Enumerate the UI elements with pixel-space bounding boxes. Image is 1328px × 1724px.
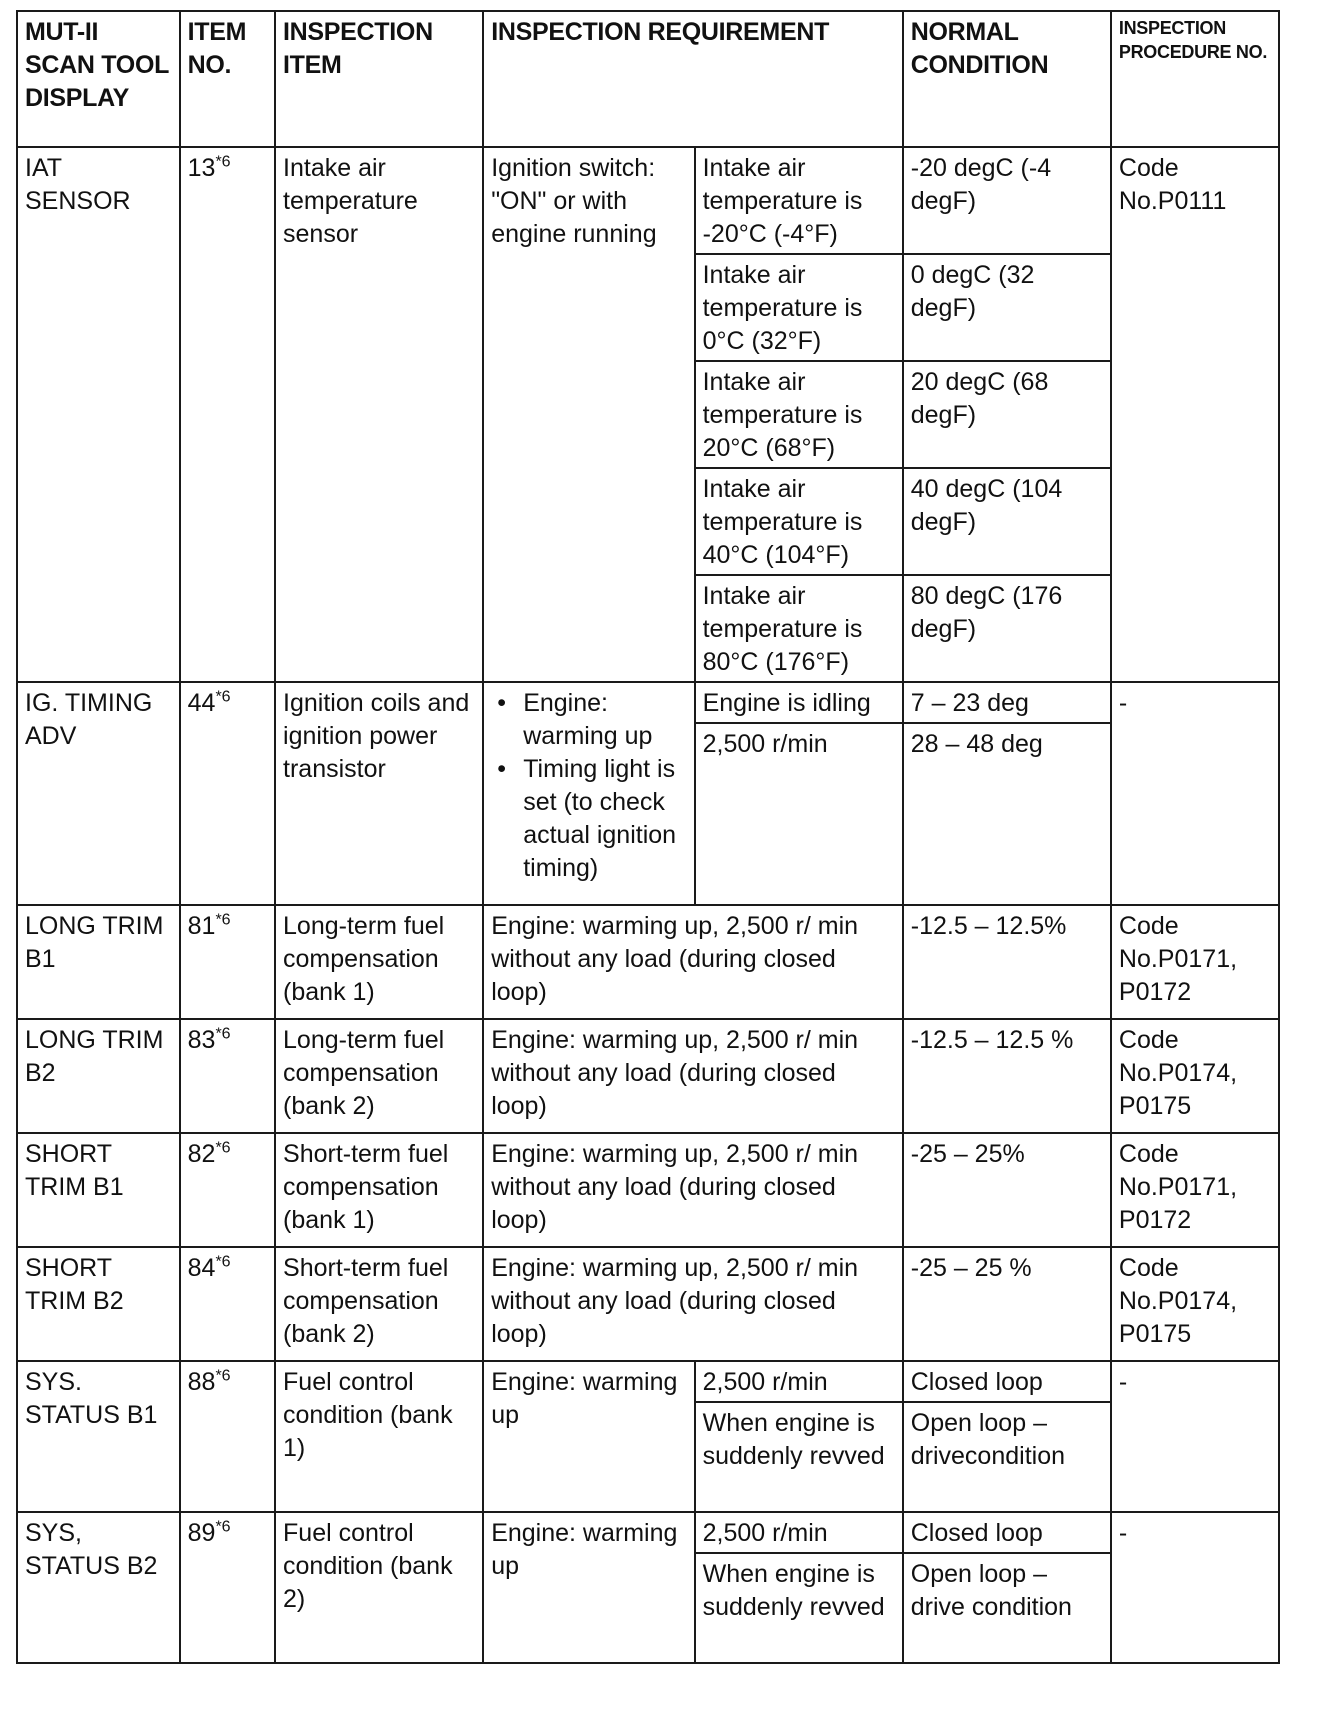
normal-condition-cell: 40 degC (104 degF) <box>903 468 1111 575</box>
footnote-marker: *6 <box>215 1518 231 1536</box>
header-display: MUT-II SCAN TOOL DISPLAY <box>17 11 180 147</box>
inspection-item-cell: Fuel control condition (bank 1) <box>275 1361 483 1512</box>
requirement-cell: Engine: warming up <box>483 1361 694 1512</box>
item-no: 89 <box>187 1519 216 1547</box>
normal-condition-cell: Closed loop <box>903 1361 1111 1402</box>
table-row <box>17 1512 1279 1553</box>
footnote-marker: *6 <box>215 688 231 706</box>
procedure-cell: - <box>1111 1361 1279 1512</box>
condition-requirement-cell: Intake air temperature is -20°C (-4°F) <box>695 147 903 254</box>
requirement-cell: Engine: warming up, 2,500 r/ min without any load (during closed loop) <box>483 1019 903 1133</box>
header-inspection-requirement: INSPECTION REQUIREMENT <box>483 11 903 147</box>
condition-requirement-cell: When engine is suddenly revved <box>695 1553 903 1663</box>
item-no-cell <box>180 682 275 905</box>
item-no-cell <box>180 905 275 1019</box>
normal-condition-cell: 0 degC (32 degF) <box>903 254 1111 361</box>
list-item: • Timing light is set (to check actual ignition timing) <box>523 753 686 885</box>
table-row <box>17 1133 1279 1247</box>
condition-requirement-cell: Intake air temperature is 0°C (32°F) <box>695 254 903 361</box>
item-no-cell <box>180 1361 275 1512</box>
footnote-marker: *6 <box>215 153 231 171</box>
item-no: 44 <box>187 689 216 717</box>
display-cell: SYS, STATUS B2 <box>17 1512 180 1663</box>
condition-requirement-cell: Intake air temperature is 40°C (104°F) <box>695 468 903 575</box>
condition-requirement-cell: Engine is idling <box>695 682 903 723</box>
procedure-cell: Code No.P0111 <box>1111 147 1279 682</box>
normal-condition-cell: 80 degC (176 degF) <box>903 575 1111 682</box>
requirement-cell: Engine: warming up, 2,500 r/ min without any load (during closed loop) <box>483 905 903 1019</box>
procedure-cell: - <box>1111 1512 1279 1663</box>
requirement-cell: Engine: warming up, 2,500 r/ min without any load (during closed loop) <box>483 1247 903 1361</box>
header-procedure-no: INSPECTION PROCEDURE NO. <box>1111 11 1279 147</box>
list-item: • Engine: warming up <box>523 687 686 753</box>
footnote-marker: *6 <box>215 1367 231 1385</box>
header-inspection-item: INSPECTION ITEM <box>275 11 483 147</box>
display-cell: IG. TIMING ADV <box>17 682 180 905</box>
display-cell: LONG TRIM B1 <box>17 905 180 1019</box>
normal-condition-cell: 20 degC (68 degF) <box>903 361 1111 468</box>
requirement-cell: Ignition switch: "ON" or with engine running <box>483 147 694 682</box>
inspection-item-cell: Long-term fuel compensation (bank 2) <box>275 1019 483 1133</box>
procedure-cell: - <box>1111 682 1279 905</box>
item-no: 13 <box>187 154 216 182</box>
condition-requirement-cell: 2,500 r/min <box>695 1361 903 1402</box>
normal-condition-cell: Open loop – drive condition <box>903 1553 1111 1663</box>
requirement-cell <box>483 682 694 905</box>
procedure-cell: Code No.P0171, P0172 <box>1111 905 1279 1019</box>
inspection-item-cell: Ignition coils and ignition power transistor <box>275 682 483 905</box>
normal-condition-cell: -25 – 25% <box>903 1133 1111 1247</box>
procedure-cell: Code No.P0174, P0175 <box>1111 1247 1279 1361</box>
item-no-cell <box>180 1247 275 1361</box>
normal-condition-cell: -12.5 – 12.5 % <box>903 1019 1111 1133</box>
table-row <box>17 1247 1279 1361</box>
requirement-cell: Engine: warming up <box>483 1512 694 1663</box>
display-cell: SYS. STATUS B1 <box>17 1361 180 1512</box>
header-item-no: ITEM NO. <box>180 11 275 147</box>
table-row <box>17 147 1279 254</box>
condition-requirement-cell: 2,500 r/min <box>695 1512 903 1553</box>
inspection-table <box>16 10 1280 1664</box>
display-cell: SHORT TRIM B2 <box>17 1247 180 1361</box>
item-no: 82 <box>187 1140 216 1168</box>
display-cell: LONG TRIM B2 <box>17 1019 180 1133</box>
footnote-marker: *6 <box>215 1025 231 1043</box>
header-normal-condition: NORMAL CONDITION <box>903 11 1111 147</box>
display-cell: IAT SENSOR <box>17 147 180 682</box>
table-row <box>17 682 1279 723</box>
footnote-marker: *6 <box>215 1253 231 1271</box>
item-no: 81 <box>187 912 216 940</box>
normal-condition-cell: -20 degC (-4 degF) <box>903 147 1111 254</box>
inspection-item-cell: Long-term fuel compensation (bank 1) <box>275 905 483 1019</box>
requirement-cell: Engine: warming up, 2,500 r/ min without any load (during closed loop) <box>483 1133 903 1247</box>
item-no: 83 <box>187 1026 216 1054</box>
requirement-bullet-list <box>491 687 686 885</box>
condition-requirement-cell: Intake air temperature is 20°C (68°F) <box>695 361 903 468</box>
inspection-item-cell: Intake air temperature sensor <box>275 147 483 682</box>
procedure-cell: Code No.P0174, P0175 <box>1111 1019 1279 1133</box>
condition-requirement-cell: 2,500 r/min <box>695 723 903 905</box>
normal-condition-cell: -12.5 – 12.5% <box>903 905 1111 1019</box>
item-no-cell <box>180 1512 275 1663</box>
normal-condition-cell: 28 – 48 deg <box>903 723 1111 905</box>
item-no-cell <box>180 147 275 682</box>
table-row <box>17 1361 1279 1402</box>
item-no: 84 <box>187 1254 216 1282</box>
normal-condition-cell: Closed loop <box>903 1512 1111 1553</box>
item-no-cell <box>180 1133 275 1247</box>
inspection-item-cell: Short-term fuel compensation (bank 1) <box>275 1133 483 1247</box>
table-row <box>17 905 1279 1019</box>
item-no-cell <box>180 1019 275 1133</box>
procedure-cell: Code No.P0171, P0172 <box>1111 1133 1279 1247</box>
normal-condition-cell: 7 – 23 deg <box>903 682 1111 723</box>
footnote-marker: *6 <box>215 911 231 929</box>
normal-condition-cell: -25 – 25 % <box>903 1247 1111 1361</box>
condition-requirement-cell: Intake air temperature is 80°C (176°F) <box>695 575 903 682</box>
footnote-marker: *6 <box>215 1139 231 1157</box>
inspection-item-cell: Fuel control condition (bank 2) <box>275 1512 483 1663</box>
header-row <box>17 11 1279 147</box>
item-no: 88 <box>187 1368 216 1396</box>
display-cell: SHORT TRIM B1 <box>17 1133 180 1247</box>
inspection-item-cell: Short-term fuel compensation (bank 2) <box>275 1247 483 1361</box>
condition-requirement-cell: When engine is suddenly revved <box>695 1402 903 1512</box>
normal-condition-cell: Open loop – drivecondition <box>903 1402 1111 1512</box>
table-row <box>17 1019 1279 1133</box>
